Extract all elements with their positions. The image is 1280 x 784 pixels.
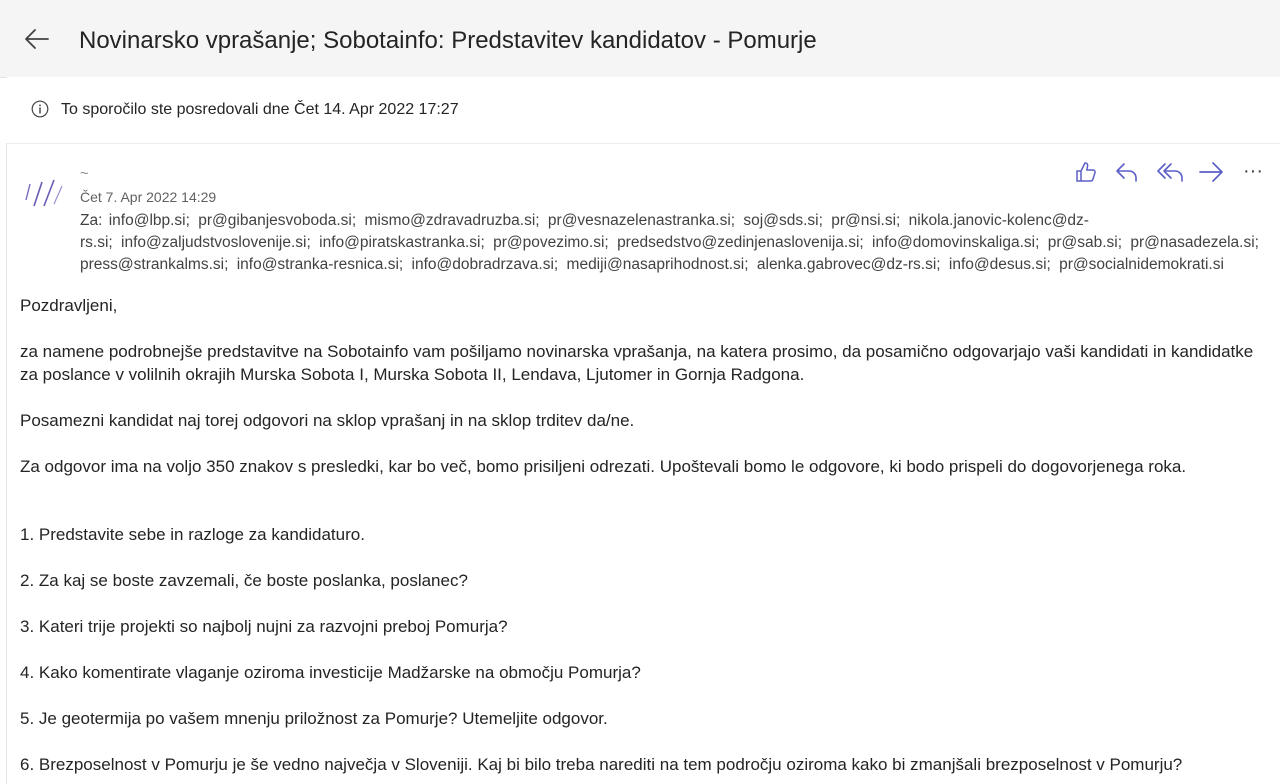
sender-logo — [20, 170, 68, 210]
recipient-line — [80, 232, 1275, 254]
question-item: 5. Je geotermija po vašem mnenju priložnost za Pomurje? Utemeljite odgovor. — [20, 709, 608, 728]
question-item: 4. Kako komentirate vlaganje oziroma investicije Madžarske na območju Pomurja? — [20, 663, 641, 682]
recipient[interactable]: info@lbp.si; — [108, 212, 190, 229]
forwarded-info-text: To sporočilo ste posredovali dne Čet 14. Apr 2022 17:27 — [61, 101, 459, 118]
question-item: 3. Kateri trije projekti so najbolj nujni za razvojni preboj Pomurja? — [20, 617, 508, 636]
reply-button[interactable] — [1112, 158, 1142, 186]
recipient[interactable]: info@dobradrzava.si; — [411, 256, 559, 273]
forward-icon — [1196, 158, 1226, 186]
recipient[interactable]: soj@sds.si; — [743, 212, 823, 229]
forwarded-info-bar — [6, 78, 1280, 144]
recipient[interactable]: info@domovinskaliga.si; — [872, 234, 1040, 251]
answer-limit-paragraph: Za odgovor ima na voljo 350 znakov s presledki, kar bo več, bomo prisiljeni odrezati. Upoštevali bomo le odgovore, ki bodo prispeli do dogovorjenega roka. — [20, 457, 1187, 476]
to-label: Za: — [80, 212, 103, 229]
candidate-paragraph: Posamezni kandidat naj torej odgovori na sklop vprašanj in na sklop trditev da/ne. — [20, 411, 635, 430]
recipient[interactable]: pr@socialnidemokrati.si — [1059, 256, 1224, 273]
info-icon — [31, 100, 49, 118]
recipient[interactable]: info@zaljudstvoslovenije.si; — [121, 234, 311, 251]
sender-name[interactable]: ~ — [80, 165, 89, 176]
recipient[interactable]: info@stranka-resnica.si; — [236, 256, 404, 273]
reply-icon — [1112, 158, 1142, 186]
like-icon — [1071, 158, 1101, 186]
more-button[interactable] — [1238, 158, 1268, 186]
question-item: 1. Predstavite sebe in razloge za kandidaturo. — [20, 525, 365, 544]
recipient-line — [80, 254, 1275, 276]
question-item: 6. Brezposelnost v Pomurju je še vedno največja v Sloveniji. Kaj bi bilo treba narediti na tem področju oziroma kako bi zmanjšali brezposelnost v Pomurju? — [20, 755, 1183, 774]
greeting: Pozdravljeni, — [20, 296, 118, 315]
recipient[interactable]: mismo@zdravadruzba.si; — [364, 212, 540, 229]
recipient[interactable]: press@strankalms.si; — [80, 256, 229, 273]
like-button[interactable] — [1071, 158, 1101, 186]
recipients — [80, 210, 1275, 276]
recipient-line — [80, 210, 1275, 232]
reply-all-icon — [1155, 158, 1185, 186]
page-header — [0, 0, 1280, 78]
recipient[interactable]: info@piratskastranka.si; — [319, 234, 485, 251]
back-arrow-icon — [22, 24, 52, 54]
recipient[interactable]: rs.si; — [80, 234, 113, 251]
intro-paragraph: za namene podrobnejše predstavitve na Sobotainfo vam pošiljamo novinarska vprašanja, na katera prosimo, da posamično odgovarjajo vaši kandidati in kandidatke za poslance v volilnih okrajih Murska Sobota I, Murska Sobota II, Lendava, Ljutomer in Gornja Radgona. — [20, 342, 1254, 384]
message-date: Čet 7. Apr 2022 14:29 — [80, 189, 217, 205]
more-icon: ··· — [1243, 160, 1263, 182]
forward-button[interactable] — [1196, 158, 1226, 186]
recipient[interactable]: pr@povezimo.si; — [493, 234, 609, 251]
recipient[interactable]: predsedstvo@zedinjenaslovenija.si; — [617, 234, 864, 251]
sender-avatar[interactable] — [20, 170, 68, 210]
recipient[interactable]: pr@vesnazelenastranka.si; — [547, 212, 736, 229]
back-button[interactable] — [22, 24, 52, 54]
recipient[interactable]: info@desus.si; — [948, 256, 1051, 273]
recipient[interactable]: pr@sab.si; — [1047, 234, 1123, 251]
recipient[interactable]: mediji@nasaprihodnost.si; — [566, 256, 749, 273]
reply-all-button[interactable] — [1155, 158, 1185, 186]
recipient[interactable]: pr@nsi.si; — [831, 212, 901, 229]
recipient[interactable]: pr@gibanjesvoboda.si; — [198, 212, 357, 229]
recipient[interactable]: pr@nasadezela.si; — [1130, 234, 1259, 251]
question-item: 2. Za kaj se boste zavzemali, če boste poslanka, poslanec? — [20, 571, 468, 590]
page-title: Novinarsko vprašanje; Sobotainfo: Predstavitev kandidatov - Pomurje — [79, 27, 817, 54]
recipient[interactable]: alenka.gabrovec@dz-rs.si; — [756, 256, 941, 273]
recipient[interactable]: nikola.janovic-kolenc@dz- — [908, 212, 1089, 229]
